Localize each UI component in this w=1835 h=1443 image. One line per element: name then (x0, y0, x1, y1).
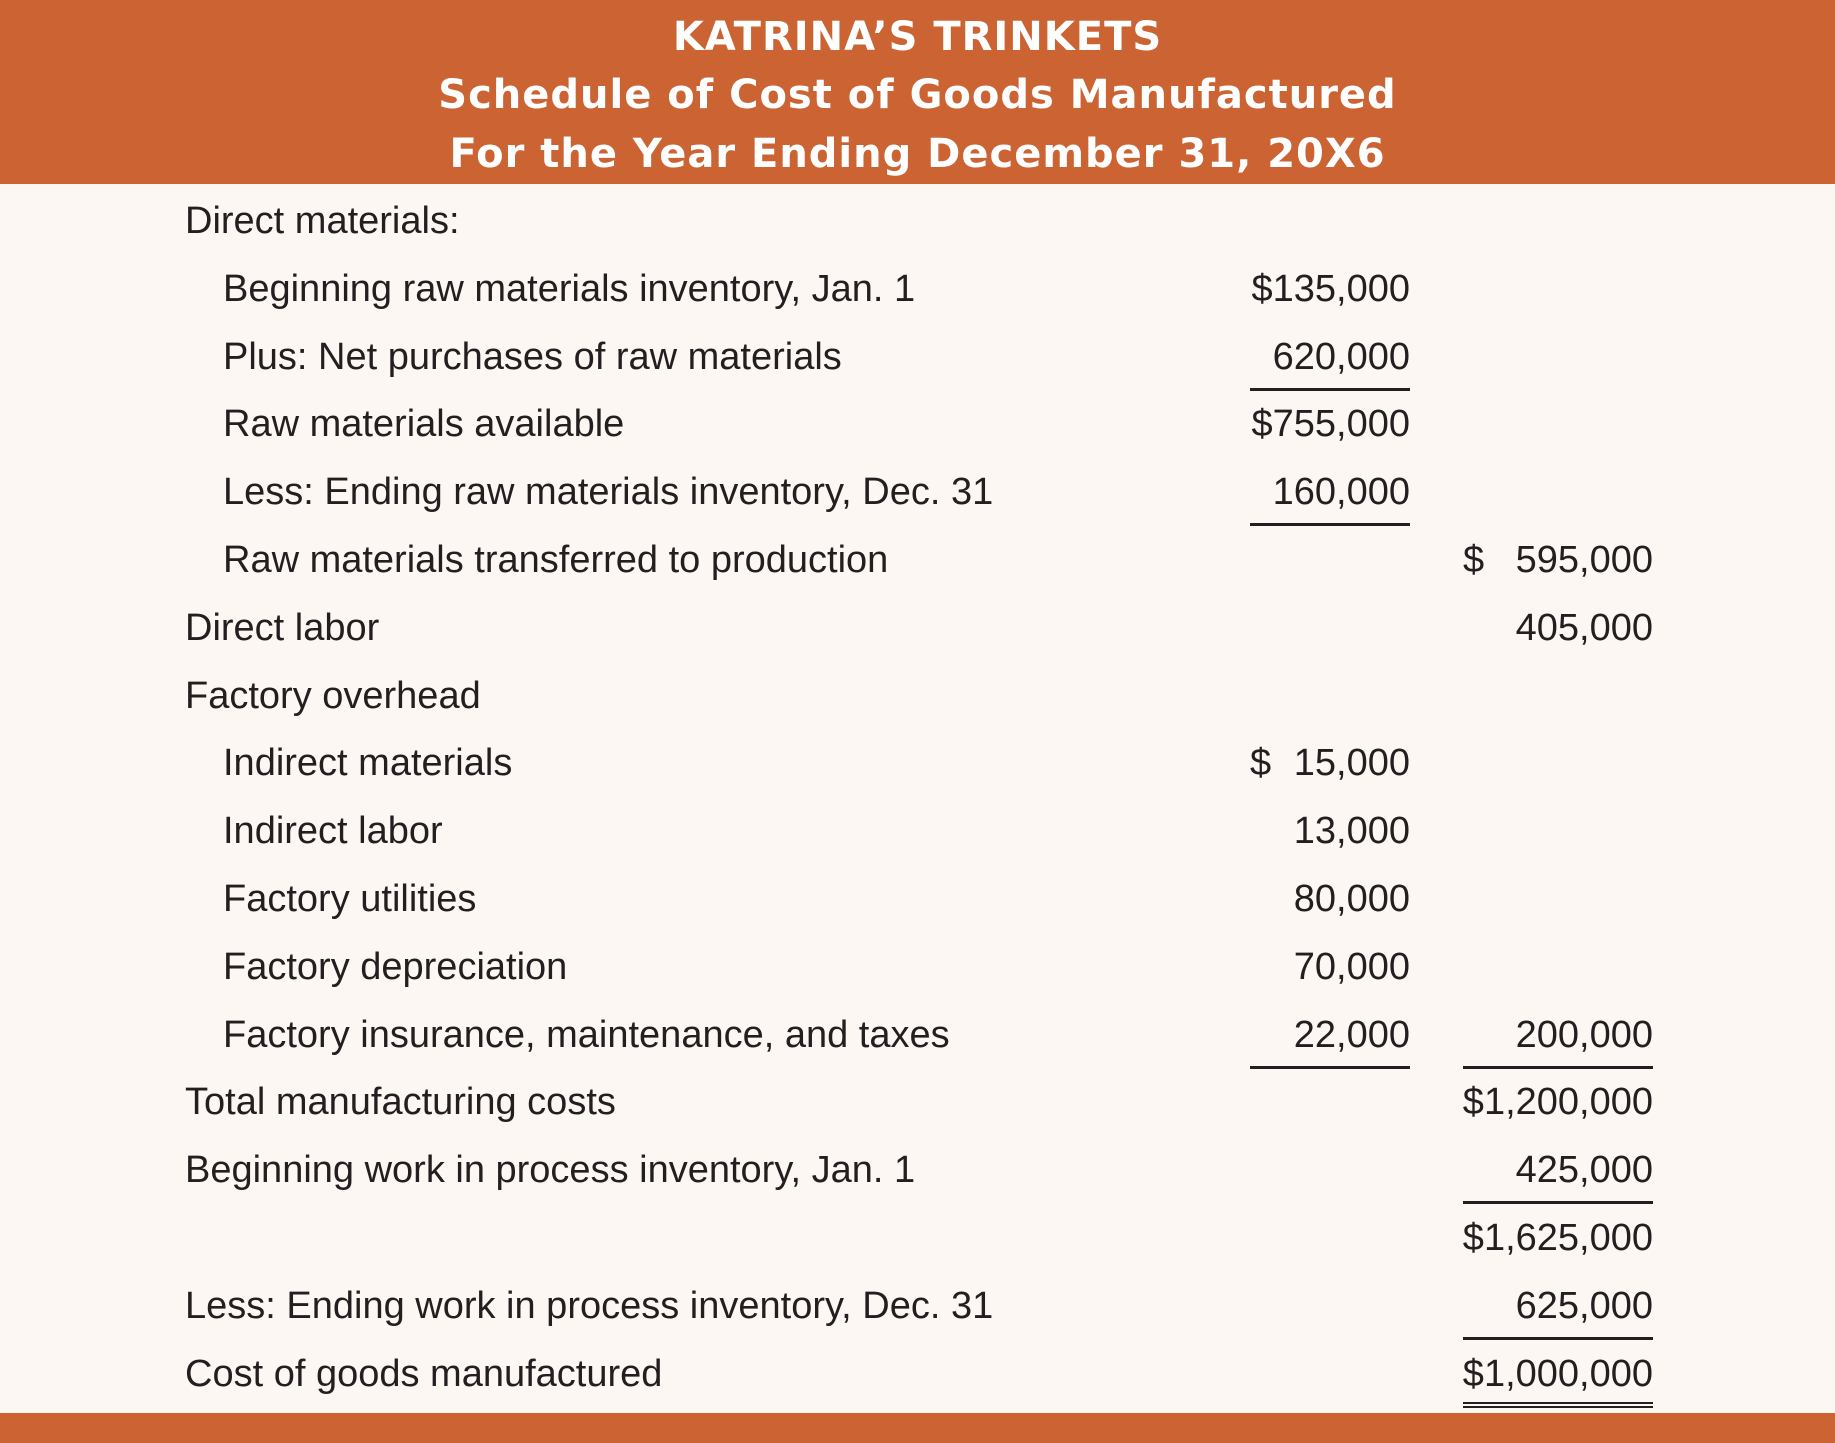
total-amount (1463, 1204, 1653, 1272)
company-name: KATRINA’S TRINKETS (672, 14, 1163, 60)
amount-value: 15,000 (1293, 742, 1410, 785)
schedule-title: Schedule of Cost of Goods Manufactured (438, 72, 1397, 118)
schedule-row (0, 865, 1835, 933)
amount-number: 1,000,000 (1483, 1352, 1653, 1395)
amount-value: 595,000 (1515, 539, 1653, 581)
row-label: Factory overhead (185, 674, 481, 717)
amount-value: 13,000 (1293, 810, 1410, 853)
row-label: Less: Ending raw materials inventory, Dec. 31 (223, 471, 994, 514)
currency-symbol: $ (1462, 1217, 1484, 1259)
amount-value (1463, 1340, 1653, 1408)
currency-symbol: $ (1462, 1352, 1484, 1395)
detail-amount (1250, 933, 1410, 1001)
total-amount (1463, 1272, 1653, 1340)
currency-symbol: $ (1250, 742, 1272, 785)
amount-value: 200,000 (1515, 1013, 1653, 1056)
schedule-row (0, 1340, 1835, 1408)
amount-value: 405,000 (1515, 606, 1653, 649)
total-amount (1463, 594, 1653, 662)
amount-value: 160,000 (1272, 471, 1410, 514)
detail-amount (1250, 729, 1410, 797)
detail-amount (1250, 1001, 1410, 1069)
schedule-row (0, 1272, 1835, 1340)
schedule-row (0, 323, 1835, 391)
row-label: Plus: Net purchases of raw materials (223, 335, 842, 378)
amount-value (1463, 1068, 1653, 1136)
row-label: Raw materials transferred to production (223, 539, 889, 581)
schedule-period: For the Year Ending December 31, 20X6 (449, 131, 1386, 177)
row-label: Cost of goods manufactured (185, 1352, 663, 1395)
schedule-row (0, 662, 1835, 730)
total-amount (1463, 1136, 1653, 1204)
schedule-row (0, 1204, 1835, 1272)
row-label: Beginning work in process inventory, Jan. 1 (185, 1149, 916, 1192)
row-label: Total manufacturing costs (185, 1081, 616, 1124)
amount-number: 1,200,000 (1483, 1081, 1653, 1124)
amount-value: 80,000 (1293, 878, 1410, 920)
row-label: Factory utilities (223, 878, 477, 920)
schedule-row (0, 255, 1835, 323)
amount-number: 135,000 (1272, 267, 1410, 310)
schedule-row (0, 458, 1835, 526)
amount-value: 70,000 (1293, 945, 1410, 988)
detail-amount (1250, 255, 1410, 323)
detail-amount (1250, 458, 1410, 526)
detail-amount (1250, 797, 1410, 865)
detail-amount (1250, 390, 1410, 458)
total-amount (1463, 1340, 1653, 1408)
amount-value (1251, 255, 1410, 323)
detail-amount (1250, 323, 1410, 391)
schedule-row (0, 1136, 1835, 1204)
total-amount (1463, 1068, 1653, 1136)
currency-symbol: $ (1462, 1081, 1484, 1124)
schedule-row (0, 729, 1835, 797)
row-label: Indirect labor (223, 810, 443, 853)
schedule-row (0, 187, 1835, 255)
total-amount (1463, 526, 1653, 594)
row-label: Less: Ending work in process inventory, Dec. 31 (185, 1284, 994, 1327)
row-label: Factory insurance, maintenance, and taxes (223, 1013, 950, 1056)
row-label: Indirect materials (223, 742, 513, 785)
footer-bar (0, 1413, 1835, 1443)
row-label: Factory depreciation (223, 945, 568, 988)
amount-value: 620,000 (1272, 335, 1410, 378)
row-label: Direct materials: (185, 200, 460, 242)
amount-number: 1,625,000 (1483, 1217, 1653, 1259)
total-amount (1463, 1001, 1653, 1069)
schedule-header (0, 0, 1835, 184)
schedule-row (0, 1001, 1835, 1069)
amount-value (1251, 390, 1410, 458)
currency-symbol: $ (1463, 539, 1485, 581)
amount-number: 755,000 (1272, 403, 1410, 446)
currency-symbol: $ (1251, 403, 1273, 446)
amount-value: 425,000 (1515, 1149, 1653, 1192)
row-label: Beginning raw materials inventory, Jan. 1 (223, 267, 916, 310)
detail-amount (1250, 865, 1410, 933)
schedule-row (0, 797, 1835, 865)
schedule-row (0, 594, 1835, 662)
schedule-row (0, 1068, 1835, 1136)
schedule-row (0, 526, 1835, 594)
row-label: Raw materials available (223, 403, 625, 446)
schedule-row (0, 933, 1835, 1001)
currency-symbol: $ (1251, 267, 1273, 310)
amount-value (1463, 1204, 1653, 1272)
row-label: Direct labor (185, 606, 380, 649)
amount-value: 22,000 (1293, 1013, 1410, 1056)
schedule-row (0, 390, 1835, 458)
amount-value: 625,000 (1515, 1284, 1653, 1327)
